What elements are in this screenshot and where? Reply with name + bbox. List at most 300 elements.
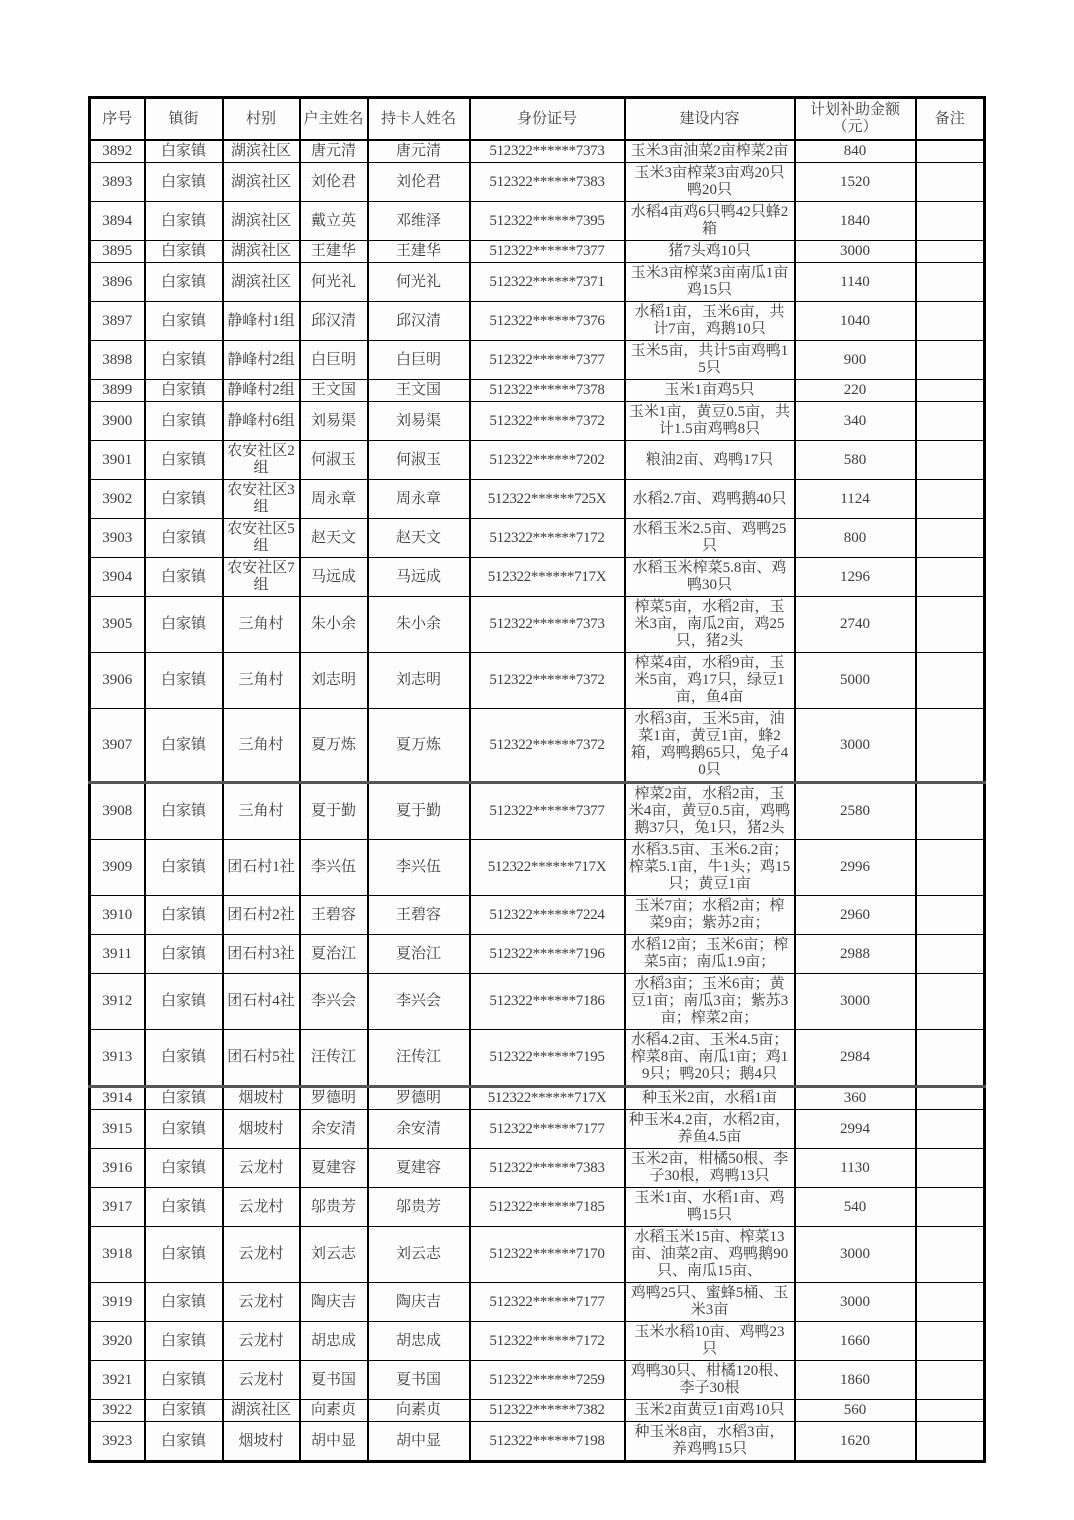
cell-seq: 3899 [90,380,145,402]
cell-seq: 3902 [90,480,145,519]
cell-head: 刘云志 [300,1227,368,1283]
cell-id_number: 512322******7383 [470,1149,625,1188]
header-content [625,98,795,141]
table-row [90,1422,985,1462]
cell-content: 玉米1亩、水稻1亩、鸡鸭15只 [625,1188,795,1227]
cell-cardholder: 刘云志 [368,1227,470,1283]
cell-head: 戴立英 [300,202,368,241]
header-content-label: 建设内容 [679,110,740,127]
cell-cardholder: 朱小余 [368,597,470,653]
cell-head: 马远成 [300,558,368,597]
cell-village: 湖滨社区 [223,1400,300,1422]
cell-content: 种玉米8亩，水稻3亩，养鸡鸭15只 [625,1422,795,1462]
cell-note [916,441,985,480]
cell-amount: 1296 [795,558,916,597]
cell-village: 云龙村 [223,1227,300,1283]
cell-amount: 1040 [795,302,916,341]
cell-cardholder: 陶庆吉 [368,1283,470,1322]
cell-id_number: 512322******7372 [470,402,625,441]
cell-amount: 1520 [795,163,916,202]
cell-village: 农安社区5组 [223,519,300,558]
cell-id_number: 512322******717X [470,558,625,597]
table-row [90,1110,985,1149]
cell-head: 李兴会 [300,974,368,1030]
cell-town: 白家镇 [145,402,223,441]
header-cardholder-name [368,98,470,141]
table-row [90,441,985,480]
cell-head: 周永章 [300,480,368,519]
cell-content: 水稻1亩，玉米6亩，共计7亩，鸡鹅10只 [625,302,795,341]
cell-village: 团石村1社 [223,840,300,896]
table-row [90,341,985,380]
header-note-label: 备注 [934,110,965,127]
table-row [90,480,985,519]
table-row [90,1361,985,1400]
cell-id_number: 512322******7172 [470,1322,625,1361]
cell-id_number: 512322******7376 [470,302,625,341]
cell-village: 静峰村2组 [223,380,300,402]
cell-content: 水稻玉米榨菜5.8亩、鸡鸭30只 [625,558,795,597]
cell-head: 胡中显 [300,1422,368,1462]
cell-cardholder: 王碧容 [368,896,470,935]
cell-town: 白家镇 [145,202,223,241]
cell-note [916,1322,985,1361]
cell-town: 白家镇 [145,1422,223,1462]
cell-id_number: 512322******7202 [470,441,625,480]
cell-seq: 3917 [90,1188,145,1227]
cell-amount: 3000 [795,709,916,783]
cell-cardholder: 刘伦君 [368,163,470,202]
cell-village: 农安社区2组 [223,441,300,480]
cell-town: 白家镇 [145,1227,223,1283]
header-head-name-label: 户主姓名 [303,110,364,127]
cell-town: 白家镇 [145,519,223,558]
table-row [90,1322,985,1361]
cell-town: 白家镇 [145,1400,223,1422]
cell-head: 汪传江 [300,1030,368,1087]
cell-amount: 2580 [795,783,916,840]
cell-content: 玉米7亩；水稻2亩；榨菜9亩；紫苏2亩； [625,896,795,935]
cell-id_number: 512322******7224 [470,896,625,935]
cell-note [916,653,985,709]
cell-town: 白家镇 [145,1110,223,1149]
cell-head: 罗德明 [300,1087,368,1110]
cell-village: 静峰村1组 [223,302,300,341]
cell-village: 静峰村6组 [223,402,300,441]
cell-cardholder: 赵天文 [368,519,470,558]
table-row [90,1087,985,1110]
cell-village: 烟坡村 [223,1110,300,1149]
cell-amount: 2996 [795,840,916,896]
cell-note [916,935,985,974]
cell-content: 水稻玉米15亩、榨菜13亩、油菜2亩、鸡鸭鹅90只、南瓜15亩、 [625,1227,795,1283]
header-seq-label: 序号 [102,110,133,127]
header-seq [90,98,145,141]
cell-note [916,1283,985,1322]
cell-amount: 560 [795,1400,916,1422]
cell-id_number: 512322******7196 [470,935,625,974]
cell-note [916,202,985,241]
table-row [90,380,985,402]
cell-village: 烟坡村 [223,1087,300,1110]
cell-head: 夏治江 [300,935,368,974]
cell-head: 何淑玉 [300,441,368,480]
cell-head: 朱小余 [300,597,368,653]
cell-amount: 360 [795,1087,916,1110]
cell-content: 玉米3亩榨菜3亩南瓜1亩鸡15只 [625,263,795,302]
cell-amount: 1620 [795,1422,916,1462]
cell-id_number: 512322******7186 [470,974,625,1030]
header-id-number-label: 身份证号 [516,110,577,127]
header-village-label: 村别 [245,110,276,127]
table-row [90,974,985,1030]
cell-content: 玉米2亩，柑橘50根、李子30根，鸡鸭13只 [625,1149,795,1188]
cell-content: 榨菜4亩，水稻9亩，玉米5亩，鸡17只，绿豆1亩，鱼4亩 [625,653,795,709]
cell-town: 白家镇 [145,783,223,840]
cell-cardholder: 何光礼 [368,263,470,302]
cell-village: 湖滨社区 [223,241,300,263]
cell-content: 种玉米2亩，水稻1亩 [625,1087,795,1110]
cell-seq: 3910 [90,896,145,935]
cell-head: 王建华 [300,241,368,263]
cell-id_number: 512322******7170 [470,1227,625,1283]
cell-amount: 1840 [795,202,916,241]
cell-cardholder: 白巨明 [368,341,470,380]
cell-id_number: 512322******7373 [470,597,625,653]
table-row [90,783,985,840]
cell-content: 玉米水稻10亩、鸡鸭23只 [625,1322,795,1361]
cell-head: 刘志明 [300,653,368,709]
cell-village: 湖滨社区 [223,202,300,241]
cell-seq: 3921 [90,1361,145,1400]
cell-id_number: 512322******7372 [470,653,625,709]
cell-village: 团石村3社 [223,935,300,974]
cell-amount: 220 [795,380,916,402]
cell-note [916,709,985,783]
cell-amount: 3000 [795,1227,916,1283]
table-row [90,896,985,935]
cell-town: 白家镇 [145,653,223,709]
cell-cardholder: 胡中显 [368,1422,470,1462]
header-town [145,98,223,141]
cell-seq: 3895 [90,241,145,263]
table-row [90,935,985,974]
cell-head: 邱汉清 [300,302,368,341]
cell-cardholder: 胡忠成 [368,1322,470,1361]
cell-head: 王文国 [300,380,368,402]
cell-head: 赵天文 [300,519,368,558]
cell-cardholder: 刘易渠 [368,402,470,441]
header-head-name [300,98,368,141]
cell-id_number: 512322******7259 [470,1361,625,1400]
cell-id_number: 512322******7395 [470,202,625,241]
cell-town: 白家镇 [145,1283,223,1322]
cell-id_number: 512322******7172 [470,519,625,558]
cell-amount: 2988 [795,935,916,974]
header-note [916,98,985,141]
table-body [90,140,985,1462]
cell-town: 白家镇 [145,840,223,896]
cell-seq: 3922 [90,1400,145,1422]
cell-note [916,163,985,202]
cell-cardholder: 夏万炼 [368,709,470,783]
table-row [90,263,985,302]
cell-town: 白家镇 [145,709,223,783]
cell-cardholder: 何淑玉 [368,441,470,480]
cell-content: 玉米1亩鸡5只 [625,380,795,402]
cell-content: 水稻2.7亩、鸡鸭鹅40只 [625,480,795,519]
cell-seq: 3896 [90,263,145,302]
cell-amount: 1140 [795,263,916,302]
cell-note [916,1361,985,1400]
cell-head: 胡忠成 [300,1322,368,1361]
cell-note [916,241,985,263]
cell-town: 白家镇 [145,597,223,653]
cell-cardholder: 刘志明 [368,653,470,709]
cell-note [916,302,985,341]
table-row [90,709,985,783]
cell-note [916,1227,985,1283]
cell-id_number: 512322******725X [470,480,625,519]
table-row [90,597,985,653]
cell-village: 静峰村2组 [223,341,300,380]
cell-id_number: 512322******7372 [470,709,625,783]
table-row [90,1400,985,1422]
cell-town: 白家镇 [145,1030,223,1087]
cell-head: 夏万炼 [300,709,368,783]
cell-note [916,140,985,163]
cell-town: 白家镇 [145,1188,223,1227]
cell-town: 白家镇 [145,263,223,302]
cell-seq: 3912 [90,974,145,1030]
table-row [90,653,985,709]
cell-content: 猪7头鸡10只 [625,241,795,263]
cell-town: 白家镇 [145,896,223,935]
cell-seq: 3919 [90,1283,145,1322]
cell-note [916,840,985,896]
header-cardholder-name-label: 持卡人姓名 [380,110,456,127]
cell-town: 白家镇 [145,935,223,974]
cell-town: 白家镇 [145,302,223,341]
cell-seq: 3918 [90,1227,145,1283]
cell-id_number: 512322******717X [470,840,625,896]
cell-seq: 3903 [90,519,145,558]
cell-cardholder: 汪传江 [368,1030,470,1087]
cell-seq: 3923 [90,1422,145,1462]
cell-content: 玉米5亩，共计5亩鸡鸭15只 [625,341,795,380]
table-row [90,402,985,441]
cell-id_number: 512322******7371 [470,263,625,302]
cell-town: 白家镇 [145,1149,223,1188]
cell-head: 夏建容 [300,1149,368,1188]
cell-content: 水稻3亩，玉米5亩，油菜1亩，黄豆1亩，蜂2箱，鸡鸭鹅65只，兔子40只 [625,709,795,783]
cell-note [916,402,985,441]
cell-content: 玉米1亩，黄豆0.5亩，共计1.5亩鸡鸭8只 [625,402,795,441]
cell-amount: 580 [795,441,916,480]
cell-town: 白家镇 [145,241,223,263]
cell-id_number: 512322******7383 [470,163,625,202]
cell-amount: 340 [795,402,916,441]
cell-id_number: 512322******7377 [470,783,625,840]
cell-amount: 800 [795,519,916,558]
table-row [90,1030,985,1087]
cell-village: 云龙村 [223,1322,300,1361]
table-row [90,302,985,341]
cell-village: 云龙村 [223,1361,300,1400]
cell-note [916,263,985,302]
header-amount [795,98,916,141]
cell-amount: 1124 [795,480,916,519]
cell-amount: 2740 [795,597,916,653]
cell-note [916,1030,985,1087]
cell-content: 玉米3亩榨菜3亩鸡20只鸭20只 [625,163,795,202]
cell-village: 三角村 [223,597,300,653]
subsidy-table [88,96,986,1463]
cell-village: 云龙村 [223,1283,300,1322]
cell-head: 向素贞 [300,1400,368,1422]
table-row [90,519,985,558]
cell-cardholder: 王建华 [368,241,470,263]
cell-head: 何光礼 [300,263,368,302]
cell-amount: 3000 [795,974,916,1030]
cell-id_number: 512322******7378 [470,380,625,402]
cell-seq: 3892 [90,140,145,163]
cell-note [916,519,985,558]
cell-content: 水稻3.5亩、玉米6.2亩；榨菜5.1亩，牛1头；鸡15只；黄豆1亩 [625,840,795,896]
cell-town: 白家镇 [145,974,223,1030]
cell-town: 白家镇 [145,441,223,480]
cell-town: 白家镇 [145,341,223,380]
cell-cardholder: 邓维泽 [368,202,470,241]
cell-amount: 2994 [795,1110,916,1149]
cell-village: 三角村 [223,783,300,840]
cell-note [916,1422,985,1462]
table-row [90,140,985,163]
cell-village: 湖滨社区 [223,163,300,202]
cell-amount: 840 [795,140,916,163]
table-row [90,1188,985,1227]
cell-cardholder: 余安清 [368,1110,470,1149]
cell-content: 水稻12亩；玉米6亩；榨菜5亩；南瓜1.9亩； [625,935,795,974]
cell-seq: 3900 [90,402,145,441]
cell-head: 唐元清 [300,140,368,163]
cell-town: 白家镇 [145,558,223,597]
cell-content: 水稻4.2亩、玉米4.5亩；榨菜8亩、南瓜1亩；鸡19只；鸭20只；鹅4只 [625,1030,795,1087]
cell-head: 余安清 [300,1110,368,1149]
table-row [90,1227,985,1283]
cell-seq: 3915 [90,1110,145,1149]
cell-head: 李兴伍 [300,840,368,896]
cell-village: 湖滨社区 [223,263,300,302]
cell-seq: 3920 [90,1322,145,1361]
cell-content: 鸡鸭30只、柑橘120根、李子30根 [625,1361,795,1400]
cell-cardholder: 马远成 [368,558,470,597]
cell-seq: 3907 [90,709,145,783]
cell-seq: 3911 [90,935,145,974]
cell-town: 白家镇 [145,163,223,202]
table-row [90,163,985,202]
cell-head: 王碧容 [300,896,368,935]
cell-amount: 1130 [795,1149,916,1188]
cell-note [916,1400,985,1422]
cell-id_number: 512322******717X [470,1087,625,1110]
cell-cardholder: 罗德明 [368,1087,470,1110]
cell-amount: 1860 [795,1361,916,1400]
cell-amount: 2984 [795,1030,916,1087]
cell-note [916,896,985,935]
cell-cardholder: 夏治江 [368,935,470,974]
cell-id_number: 512322******7382 [470,1400,625,1422]
cell-note [916,597,985,653]
cell-cardholder: 邬贵芳 [368,1188,470,1227]
cell-cardholder: 邱汉清 [368,302,470,341]
cell-note [916,558,985,597]
cell-cardholder: 王文国 [368,380,470,402]
cell-content: 玉米3亩油菜2亩榨菜2亩 [625,140,795,163]
cell-town: 白家镇 [145,480,223,519]
cell-seq: 3913 [90,1030,145,1087]
cell-note [916,1149,985,1188]
cell-village: 云龙村 [223,1149,300,1188]
header-amount-label: 计划补助金额 [809,102,900,118]
cell-head: 刘易渠 [300,402,368,441]
header-village [223,98,300,141]
table-row [90,202,985,241]
cell-id_number: 512322******7373 [470,140,625,163]
cell-town: 白家镇 [145,1087,223,1110]
cell-seq: 3898 [90,341,145,380]
cell-content: 榨菜5亩，水稻2亩，玉米3亩，南瓜2亩，鸡25只，猪2头 [625,597,795,653]
cell-amount: 1660 [795,1322,916,1361]
cell-content: 粮油2亩、鸡鸭17只 [625,441,795,480]
cell-id_number: 512322******7185 [470,1188,625,1227]
header-amount-unit: （元） [832,119,878,135]
cell-cardholder: 夏于勤 [368,783,470,840]
cell-content: 水稻4亩鸡6只鸭42只蜂2箱 [625,202,795,241]
table-row [90,558,985,597]
header-id-number [470,98,625,141]
cell-note [916,783,985,840]
cell-note [916,380,985,402]
cell-content: 玉米2亩黄豆1亩鸡10只 [625,1400,795,1422]
cell-id_number: 512322******7177 [470,1283,625,1322]
cell-head: 刘伦君 [300,163,368,202]
cell-amount: 900 [795,341,916,380]
cell-village: 三角村 [223,709,300,783]
cell-village: 湖滨社区 [223,140,300,163]
cell-amount: 2960 [795,896,916,935]
cell-amount: 3000 [795,1283,916,1322]
cell-seq: 3914 [90,1087,145,1110]
cell-head: 夏书国 [300,1361,368,1400]
table-row [90,840,985,896]
cell-cardholder: 夏书国 [368,1361,470,1400]
cell-seq: 3894 [90,202,145,241]
cell-head: 夏于勤 [300,783,368,840]
cell-seq: 3906 [90,653,145,709]
cell-id_number: 512322******7377 [470,341,625,380]
cell-cardholder: 李兴伍 [368,840,470,896]
cell-village: 团石村2社 [223,896,300,935]
cell-content: 种玉米4.2亩，水稻2亩，养鱼4.5亩 [625,1110,795,1149]
cell-note [916,1087,985,1110]
cell-content: 水稻玉米2.5亩、鸡鸭25只 [625,519,795,558]
cell-head: 陶庆吉 [300,1283,368,1322]
cell-note [916,341,985,380]
cell-town: 白家镇 [145,1361,223,1400]
cell-seq: 3904 [90,558,145,597]
header-row [90,98,985,141]
